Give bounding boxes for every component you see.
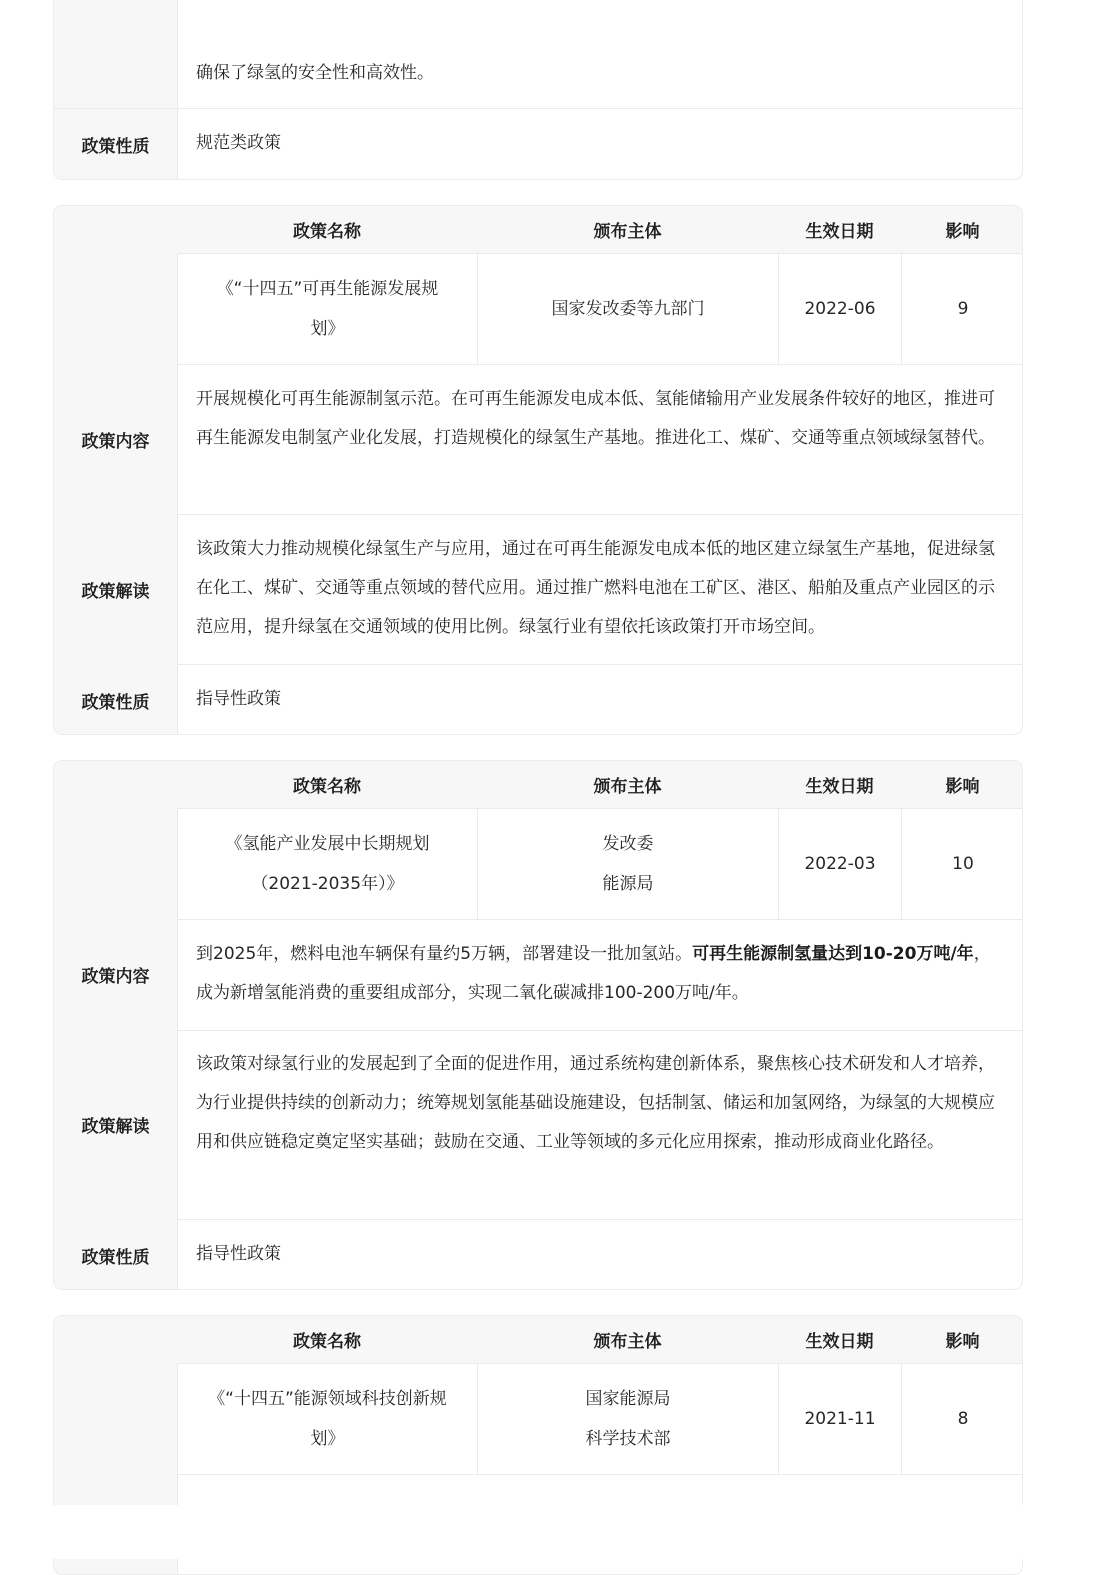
policy-name-line1: 《氢能产业发展中长期规划 — [225, 833, 430, 854]
content-text-b: ，成为新增氢能消费的重要组成部分，实现二氧化碳减排100-200万吨/年。 — [196, 944, 991, 1003]
header-issuer: 颁布主体 — [477, 1316, 778, 1363]
impact-score: 8 — [957, 1408, 969, 1429]
issuer-line1: 国家发改委等九部门 — [551, 298, 705, 319]
issuer — [478, 1363, 778, 1474]
interpretation-text: 该政策对绿氢行业的发展起到了全面的促进作用，通过系统构建创新体系，聚焦核心技术研发和人才培养，为行业提供持续的创新动力；统筹规划氢能基础设施建设，包括制氢、储运和加氢网络，为绿氢的大规模应用和供应链稳定奠定坚实基础；鼓励在交通、工业等领域的多元化应用探索，推动形成商业化路径。 — [196, 1054, 995, 1152]
header-policy-name: 政策名称 — [177, 1316, 477, 1363]
issuer-line1: 发改委 — [602, 833, 654, 854]
policy-name-line1: 《“十四五”能源领域科技创新规 — [208, 1388, 447, 1409]
issuer-line2: 科学技术部 — [585, 1428, 671, 1449]
header-effective-date: 生效日期 — [778, 206, 901, 253]
interpretation-text: 该政策大力推动规模化绿氢生产与应用，通过在可再生能源发电成本低的地区建立绿氢生产基地，促进绿氢在化工、煤矿、交通等重点领域的替代应用。通过推广燃料电池在工矿区、港区、船舶及重点产业园区的示范应用，提升绿氢在交通领域的使用比例。绿氢行业有望依托该政策打开市场空间。 — [196, 539, 995, 637]
nature-value: 规范类政策 — [196, 133, 281, 153]
policy-name — [178, 1363, 477, 1474]
nature-value: 指导性政策 — [196, 689, 281, 709]
content-tail-text: 确保了绿氢的安全性和高效性。 — [196, 63, 434, 83]
nature-label: 政策性质 — [54, 1219, 177, 1290]
header-issuer: 颁布主体 — [477, 761, 778, 808]
policy-card-2 — [53, 760, 1023, 1290]
policy-name-line2: 划》 — [310, 318, 345, 339]
nature-value: 指导性政策 — [196, 1244, 281, 1264]
interpretation-label: 政策解读 — [54, 514, 177, 664]
issuer-line1: 国家能源局 — [585, 1388, 671, 1409]
page-bottom-mask — [0, 1505, 1102, 1559]
header-impact: 影响 — [901, 1316, 1023, 1363]
issuer-line2: 能源局 — [602, 873, 654, 894]
header-issuer: 颁布主体 — [477, 206, 778, 253]
policy-name — [178, 808, 477, 919]
content-label: 政策内容 — [54, 919, 177, 1030]
header-impact: 影响 — [901, 761, 1023, 808]
label-column — [54, 808, 177, 919]
nature-label: 政策性质 — [54, 109, 177, 180]
content-label: 政策内容 — [54, 364, 177, 514]
policy-card-0 — [53, 0, 1023, 180]
header-effective-date: 生效日期 — [778, 761, 901, 808]
policy-name-line1: 《“十四五”可再生能源发展规 — [216, 278, 439, 299]
policy-name-line2: 划》 — [310, 1428, 345, 1449]
header-effective-date: 生效日期 — [778, 1316, 901, 1363]
policy-card-1 — [53, 205, 1023, 735]
header-cell-corner — [54, 206, 177, 253]
content-text-bold: 可再生能源制氢量达到10-20万吨/年 — [692, 944, 974, 964]
header-impact: 影响 — [901, 206, 1023, 253]
header-cell-corner — [54, 761, 177, 808]
policy-name — [178, 253, 477, 364]
content-label-cell — [54, 0, 177, 108]
header-policy-name: 政策名称 — [177, 761, 477, 808]
label-column — [54, 253, 177, 364]
content-text-a: 到2025年，燃料电池车辆保有量约5万辆，部署建设一批加氢站。 — [196, 944, 693, 964]
header-policy-name: 政策名称 — [177, 206, 477, 253]
impact-score: 10 — [952, 853, 974, 874]
header-cell-corner — [54, 1316, 177, 1363]
impact-score: 9 — [957, 298, 969, 319]
content-text — [196, 935, 1002, 1013]
effective-date: 2022-06 — [804, 298, 876, 319]
interpretation-label: 政策解读 — [54, 1030, 177, 1219]
issuer — [478, 253, 778, 364]
content-text: 开展规模化可再生能源制氢示范。在可再生能源发电成本低、氢能储输用产业发展条件较好的地区，推进可再生能源发电制氢产业化发展，打造规模化的绿氢生产基地。推进化工、煤矿、交通等重点领域绿氢替代。 — [196, 389, 995, 448]
effective-date: 2022-03 — [804, 853, 876, 874]
nature-label: 政策性质 — [54, 664, 177, 735]
issuer — [478, 808, 778, 919]
policy-name-line2: （2021-2035年）》 — [251, 873, 404, 894]
effective-date: 2021-11 — [804, 1408, 876, 1429]
